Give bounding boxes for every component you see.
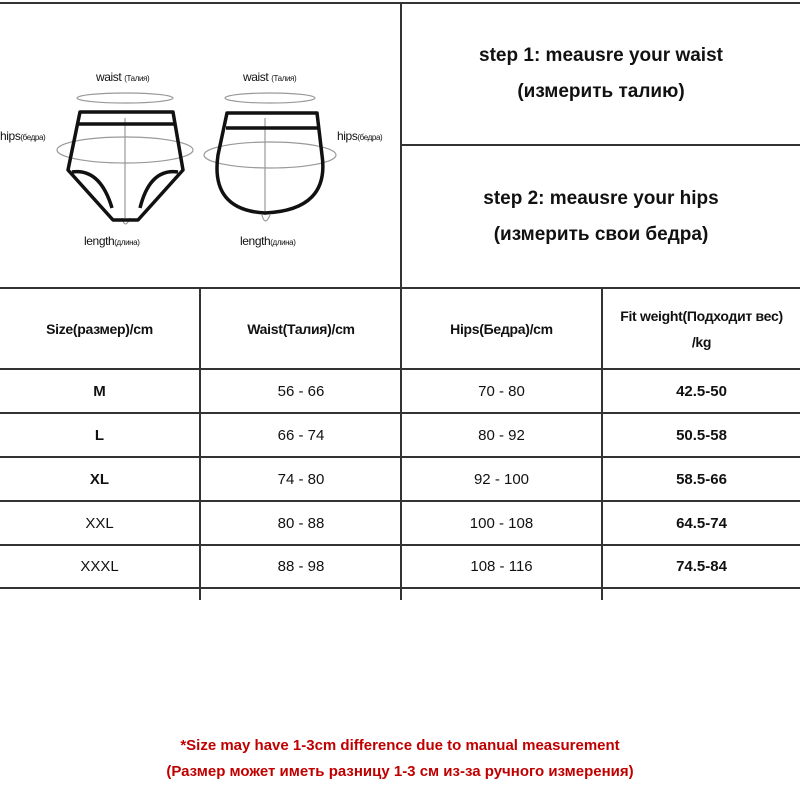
cell-size: XL	[89, 470, 110, 488]
cell-waist: 88 - 98	[277, 558, 325, 575]
note-en: *Size may have 1-3cm difference due to manual measurement	[180, 737, 620, 754]
cell-waist: 56 - 66	[277, 382, 325, 400]
cell-size: XXL	[85, 514, 114, 532]
header-size: Size(размер)/cm	[46, 320, 153, 337]
briefs-hips-label: hips(бедра)	[0, 129, 46, 143]
cell-waist: 74 - 80	[277, 470, 325, 488]
cell-waist: 66 - 74	[277, 426, 325, 444]
cell-hips: 100 - 108	[469, 514, 534, 532]
header-hips: Hips(Бедра)/cm	[450, 320, 553, 337]
step-2-ru: (измерить свои бедра)	[493, 224, 709, 245]
cell-size: XXXL	[80, 558, 119, 575]
cell-hips: 80 - 92	[478, 426, 525, 444]
step-2	[402, 181, 800, 253]
note-ru: (Размер может иметь разницу 1-3 см из-за ручного измерения)	[166, 763, 634, 780]
cell-size: M	[93, 382, 106, 400]
cell-weight: 50.5-58	[676, 426, 727, 444]
cell-weight: 74.5-84	[676, 558, 727, 575]
shorts-waist-label: waist (Талия)	[243, 70, 297, 84]
briefs-length-label: length(длина)	[84, 234, 140, 248]
shorts-length-label: length(длина)	[240, 234, 296, 248]
cell-weight: 64.5-74	[676, 514, 727, 532]
row-line	[0, 587, 800, 589]
step-2-en: step 2: meausre your hips	[483, 188, 719, 209]
cell-hips: 108 - 116	[470, 558, 533, 575]
cell-weight: 42.5-50	[676, 382, 727, 400]
cell-hips: 70 - 80	[478, 382, 525, 400]
step-1	[402, 38, 800, 110]
step-1-ru: (измерить талию)	[517, 81, 685, 102]
shorts-hips-label: hips(бедра)	[337, 129, 383, 143]
briefs-illustration	[0, 50, 400, 260]
step-1-en: step 1: meausre your waist	[479, 45, 723, 66]
step-divider	[400, 144, 800, 146]
header-waist: Waist(Талия)/cm	[247, 320, 355, 337]
cell-size: L	[94, 426, 105, 444]
header-weight: Fit weight(Подходит вес) /kg	[620, 307, 783, 350]
cell-waist: 80 - 88	[277, 514, 325, 532]
briefs-waist-label: waist (Талия)	[96, 70, 150, 84]
cell-weight: 58.5-66	[676, 470, 727, 488]
cell-hips: 92 - 100	[473, 470, 530, 488]
